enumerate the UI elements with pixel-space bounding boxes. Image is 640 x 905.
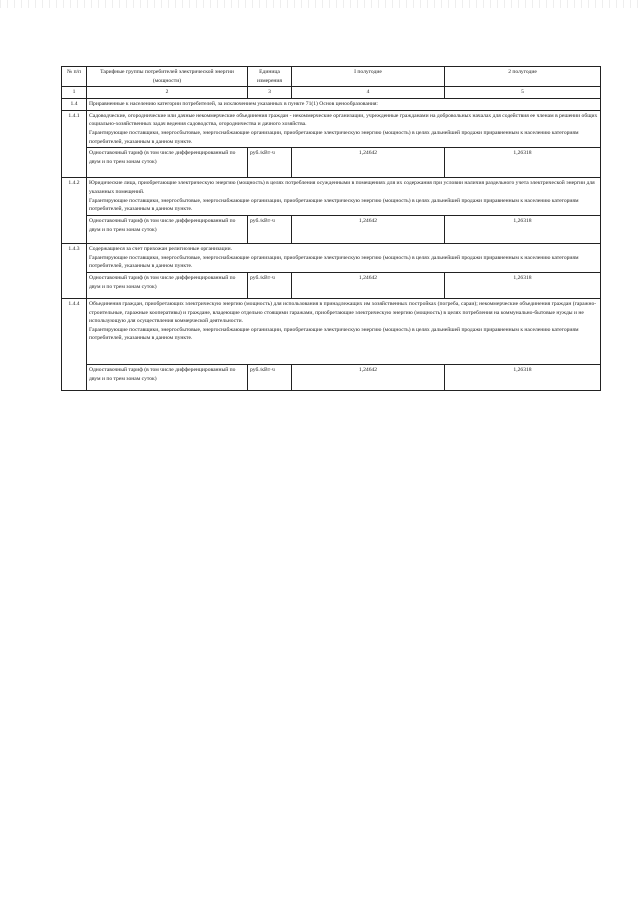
tariff-row: [62, 148, 601, 178]
blank-space: [89, 343, 598, 363]
group-code: 1.4.2: [62, 178, 87, 244]
tariff-row: [62, 215, 601, 243]
tariff-label: Одноставочный тариф (в том числе дифференцированный по двум и по трем зонам суток): [87, 365, 248, 391]
index-cell: 2: [87, 87, 248, 99]
tariff-unit: руб./кВт·ч: [248, 215, 292, 243]
tariff-row: [62, 365, 601, 391]
group-description-row: [62, 298, 601, 364]
tariff-table: [61, 66, 601, 391]
group-description: [87, 243, 601, 272]
tariff-first-half-value: 1,24642: [292, 148, 445, 178]
group-paragraph: Гарантирующие поставщики, энергосбытовые, энергоснабжающие организации, приобретающие электрическую энергию (мощность) в целях дальнейшей продажи приравненным к населению категориям потребителей, указанным в данном пункте.: [89, 326, 579, 342]
tariff-second-half-value: 1,26318: [445, 365, 601, 391]
group-description: [87, 298, 601, 364]
tariff-unit: руб./кВт·ч: [248, 365, 292, 391]
group-paragraph: Гарантирующие поставщики, энергосбытовые, энергоснабжающие организации, приобретающие электрическую энергию (мощность) в целях дальнейшей продажи приравненным к населению категориям потребителей, указанным в данном пункте.: [89, 129, 579, 145]
scan-edge-artifact: [0, 0, 640, 8]
tariff-label: Одноставочный тариф (в том числе дифференцированный по двум и по трем зонам суток): [87, 215, 248, 243]
header-second-half: 2 полугодие: [445, 67, 601, 87]
group-code: 1.4.1: [62, 110, 87, 178]
tariff-unit: руб./кВт·ч: [248, 272, 292, 298]
tariff-second-half-value: 1,26318: [445, 148, 601, 178]
group-paragraph: Гарантирующие поставщики, энергосбытовые, энергоснабжающие организации, приобретающие электрическую энергию (мощность) в целях дальнейшей продажи приравненным к населению категориям потребителей, указанным в данном пункте.: [89, 197, 579, 213]
group-description-row: [62, 110, 601, 148]
header-first-half: I полугодие: [292, 67, 445, 87]
group-code: 1.4.4: [62, 298, 87, 390]
tariff-first-half-value: 1,24642: [292, 272, 445, 298]
tariff-first-half-value: 1,24642: [292, 215, 445, 243]
group-description: [87, 178, 601, 216]
section-code: 1.4: [62, 98, 87, 110]
group-description-row: [62, 243, 601, 272]
tariff-first-half-value: 1,24642: [292, 365, 445, 391]
index-cell: 5: [445, 87, 601, 99]
group-paragraph: Гарантирующие поставщики, энергосбытовые, энергоснабжающие организации, приобретающие электрическую энергию (мощность) в целях дальнейшей продажи приравненным к населению категориям потребителей, указанным в данном пункте.: [89, 254, 579, 270]
group-description-row: [62, 178, 601, 216]
group-paragraph: Садоводческие, огороднические или дачные некоммерческие объединения граждан - некоммерческие организации, учрежденные гражданами на добровольных началах для содействия ее членам в решении общих социально-хозяйственных задач ведения садоводства, огородничества и дачного хозяйства.: [89, 112, 598, 128]
section-text: Приравненные к населению категории потребителей, за исключением указанных в пункте 71(1) Основ ценообразования:: [87, 98, 601, 110]
header-number: № п/п: [62, 67, 87, 87]
group-description: [87, 110, 601, 148]
index-row: [62, 87, 601, 99]
index-cell: 1: [62, 87, 87, 99]
tariff-label: Одноставочный тариф (в том числе дифференцированный по двум и по трем зонам суток): [87, 148, 248, 178]
tariff-second-half-value: 1,26318: [445, 215, 601, 243]
index-cell: 4: [292, 87, 445, 99]
tariff-unit: руб./кВт·ч: [248, 148, 292, 178]
header-unit: Единица измерения: [248, 67, 292, 87]
group-paragraph: Юридические лица, приобретающие электрическую энергию (мощность) в целях потребления осужденными в помещениях для их содержания при условии наличия раздельного учета электрической энергии для указанных помещений.: [89, 180, 595, 195]
group-code: 1.4.3: [62, 243, 87, 298]
tariff-second-half-value: 1,26318: [445, 272, 601, 298]
header-tariff-groups: Тарифные группы потребителей электрической энергии (мощности): [87, 67, 248, 87]
header-row: [62, 67, 601, 87]
group-paragraph: Объединения граждан, приобретающих электрическую энергию (мощность) для использования в принадлежащих им хозяйственных постройках (погреба, сараи); некоммерческие объединения граждан (гаражно-строительные, гаражные кооперативы) и граждане, владеющие отдельно стоящими гаражами, приобретающие электрическую энергию (мощность) в целях потребления на коммунально-бытовые нужды и не использующую для осуществления коммерческой деятельности.: [89, 300, 597, 325]
tariff-label: Одноставочный тариф (в том числе дифференцированный по двум и по трем зонам суток): [87, 272, 248, 298]
tariff-row: [62, 272, 601, 298]
index-cell: 3: [248, 87, 292, 99]
section-row: [62, 98, 601, 110]
group-paragraph: Содержащиеся за счет прихожан религиозные организации.: [89, 245, 233, 252]
